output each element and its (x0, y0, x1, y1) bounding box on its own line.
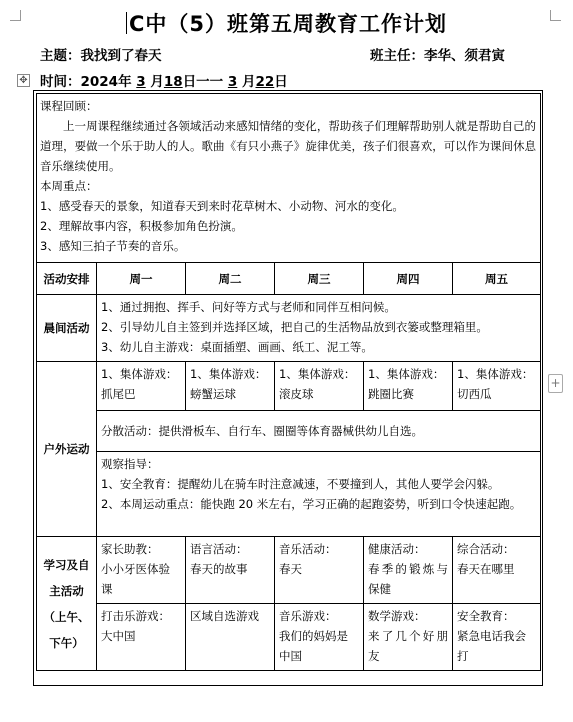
study-text: 春天的故事 (190, 562, 248, 576)
weekly-plan-table (36, 93, 541, 671)
game-title: 1、集体游戏： (190, 367, 267, 381)
game-name: 切西瓜 (457, 387, 492, 401)
focus-item: 2、理解故事内容，积极参加角色扮演。 (40, 219, 243, 233)
game-name: 抓尾巴 (101, 387, 136, 401)
text-cursor (126, 12, 127, 34)
study-thursday-2[interactable] (364, 604, 453, 671)
review-text: 上一周课程继续通过各领域活动来感知情绪的变化，帮助孩子们理解帮助别人就是帮助自己的道理，要做一个乐于助人的人。歌曲《有只小燕子》旋律优美，孩子们很喜欢，可以作为课间休息音乐继续使用。 (40, 119, 537, 173)
observe-heading: 观察指导： (101, 457, 159, 471)
morning-item: 3、幼儿自主游戏：桌面插塑、画画、纸工、泥工等。 (101, 340, 373, 354)
study-row-1 (37, 537, 541, 604)
review-row (37, 94, 541, 263)
study-title: 语言活动： (190, 542, 248, 556)
header-row (37, 263, 541, 295)
theme-line (40, 44, 162, 64)
observe-item: 2、本周运动重点：能快跑 20 米左右，学习正确的起跑姿势，听到口令快速起跑。 (101, 497, 522, 511)
observe-item: 1、安全教育：提醒幼儿在骑车时注意减速，不要撞到人，其他人要学会闪躲。 (101, 477, 500, 491)
study-monday-1[interactable] (97, 537, 186, 604)
study-title: 安全教育： (457, 609, 515, 623)
game-title: 1、集体游戏： (368, 367, 445, 381)
study-text: 春天在哪里 (457, 562, 515, 576)
study-text: 来了几个好朋友 (368, 629, 448, 663)
outdoor-game-tuesday[interactable] (186, 362, 275, 411)
table-move-handle-icon[interactable]: ✥ (17, 74, 30, 87)
game-title: 1、集体游戏： (101, 367, 178, 381)
study-tuesday-2[interactable] (186, 604, 275, 671)
start-day: 18 (163, 74, 183, 90)
study-title: 音乐活动： (279, 542, 337, 556)
game-title: 1、集体游戏： (457, 367, 534, 381)
header-wednesday[interactable]: 周三 (275, 263, 364, 295)
study-monday-2[interactable] (97, 604, 186, 671)
outdoor-scatter-row (37, 411, 541, 452)
study-label-line: 下午） (49, 635, 84, 650)
outdoor-label[interactable]: 户外运动 (37, 362, 97, 537)
outdoor-game-friday[interactable] (453, 362, 541, 411)
end-month: 3 (227, 74, 238, 90)
study-row-2 (37, 604, 541, 671)
study-title: 区域自选游戏 (190, 609, 259, 623)
study-text: 紧急电话我会打 (457, 629, 526, 663)
year-suffix: 年 (118, 74, 132, 90)
header-friday[interactable]: 周五 (453, 263, 541, 295)
study-text: 我们的妈妈是中国 (279, 629, 348, 663)
study-label-line: 主活动 (49, 583, 84, 598)
morning-item: 1、通过拥抱、挥手、问好等方式与老师和同伴互相问候。 (101, 300, 396, 314)
time-label: 时间： (40, 74, 81, 90)
scatter-activity-cell[interactable]: 分散活动：提供滑板车、自行车、圈圈等体育器械供幼儿自选。 (97, 411, 541, 452)
day-suffix-2: 日 (274, 74, 288, 90)
study-tuesday-1[interactable] (186, 537, 275, 604)
study-title: 数学游戏： (368, 609, 426, 623)
month-suffix-1: 月 (150, 74, 164, 90)
study-title: 家长助教： (101, 542, 159, 556)
header-thursday[interactable]: 周四 (364, 263, 453, 295)
game-name: 滚皮球 (279, 387, 314, 401)
study-title: 音乐游戏： (279, 609, 337, 623)
outdoor-game-wednesday[interactable] (275, 362, 364, 411)
review-cell[interactable] (37, 94, 541, 263)
theme-label: 主题： (40, 48, 81, 64)
theme-value: 我找到了春天 (80, 48, 162, 64)
study-label[interactable] (37, 537, 97, 671)
morning-row (37, 295, 541, 362)
study-friday-1[interactable] (453, 537, 541, 604)
study-label-line: 学习及自 (43, 557, 90, 572)
teacher-value: 李华、须君寅 (424, 48, 505, 64)
teacher-line (370, 44, 505, 64)
day-suffix-1: 日一一 (182, 74, 224, 90)
start-month: 3 (136, 74, 146, 90)
header-tuesday[interactable]: 周二 (186, 263, 275, 295)
study-text: 春季的锻炼与保健 (368, 562, 448, 596)
add-column-icon[interactable]: + (548, 374, 563, 393)
study-wednesday-2[interactable] (275, 604, 364, 671)
study-label-line: （上午、 (43, 609, 90, 624)
game-name: 螃蟹运球 (190, 387, 236, 401)
study-title: 打击乐游戏： (101, 609, 170, 623)
study-text: 春天 (279, 562, 302, 576)
observe-cell[interactable] (97, 452, 541, 537)
study-title: 综合活动： (457, 542, 515, 556)
year-value: 2024 (80, 74, 119, 90)
study-friday-2[interactable] (453, 604, 541, 671)
header-monday[interactable]: 周一 (97, 263, 186, 295)
game-name: 跳圈比赛 (368, 387, 414, 401)
study-thursday-1[interactable] (364, 537, 453, 604)
review-heading: 课程回顾： (40, 99, 98, 113)
morning-cell[interactable] (97, 295, 541, 362)
study-title: 健康活动： (368, 542, 426, 556)
month-suffix-2: 月 (242, 74, 256, 90)
study-text: 小小牙医体验课 (101, 562, 170, 596)
focus-heading: 本周重点： (40, 179, 98, 193)
morning-label[interactable]: 晨间活动 (37, 295, 97, 362)
study-wednesday-1[interactable] (275, 537, 364, 604)
page-title (0, 8, 573, 38)
teacher-label: 班主任： (370, 48, 424, 64)
morning-item: 2、引导幼儿自主签到并选择区域，把自己的生活物品放到衣篓或整理箱里。 (101, 320, 488, 334)
outdoor-games-row (37, 362, 541, 411)
outdoor-observe-row (37, 452, 541, 537)
page-title-text: C中（5）班第五周教育工作计划 (128, 12, 448, 36)
outdoor-game-thursday[interactable] (364, 362, 453, 411)
focus-item: 1、感受春天的景象，知道春天到来时花草树木、小动物、河水的变化。 (40, 199, 404, 213)
study-text: 大中国 (101, 629, 136, 643)
focus-item: 3、感知三拍子节奏的音乐。 (40, 239, 186, 253)
time-line (40, 70, 288, 90)
outdoor-game-monday[interactable] (97, 362, 186, 411)
game-title: 1、集体游戏： (279, 367, 356, 381)
end-day: 22 (255, 74, 275, 90)
header-activity[interactable]: 活动安排 (37, 263, 97, 295)
